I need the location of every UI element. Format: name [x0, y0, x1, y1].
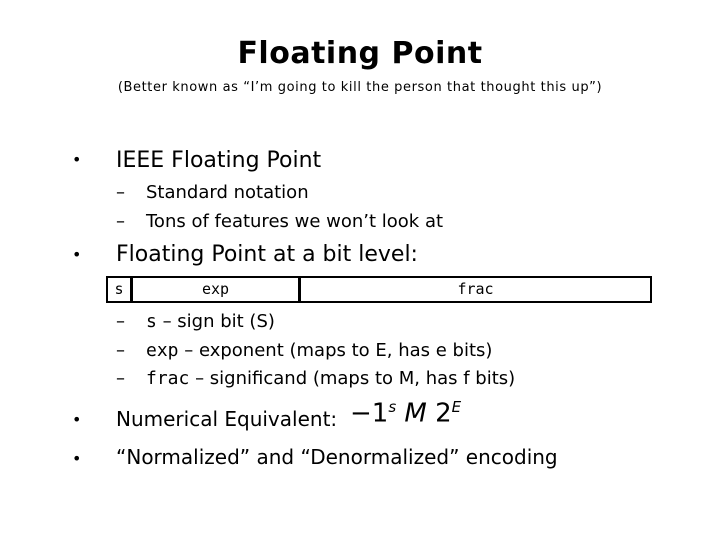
- bit-layout-diagram: [106, 276, 652, 303]
- term-s: s: [146, 311, 157, 332]
- slide-title: Floating Point: [237, 36, 483, 71]
- desc-exponent: – exponent (maps to E, has e bits): [178, 340, 493, 361]
- desc-sign-bit: – sign bit (S): [156, 311, 275, 332]
- field-exp: exp: [201, 280, 230, 298]
- bullet-marker: •: [72, 150, 82, 169]
- bullet-ieee-floating-point: IEEE Floating Point: [116, 148, 322, 173]
- formula-base1: −1: [350, 398, 389, 429]
- sub-sign-bit: [146, 311, 275, 332]
- desc-significand: – significand (maps to M, has f bits): [189, 368, 516, 389]
- bullet-marker: •: [72, 245, 82, 264]
- formula-exp2: E: [451, 398, 462, 416]
- bullet-normalized-denormalized: “Normalized” and “Denormalized” encoding: [116, 445, 558, 469]
- field-s: s: [114, 280, 124, 298]
- dash-marker: –: [116, 340, 125, 361]
- bullet-bit-level: Floating Point at a bit level:: [116, 242, 418, 267]
- bullet-marker: •: [72, 410, 82, 429]
- field-frac: frac: [457, 280, 494, 298]
- bullet-marker: •: [72, 449, 82, 468]
- term-frac: frac: [146, 368, 190, 389]
- dash-marker: –: [116, 368, 125, 389]
- bullet-numerical-equivalent: Numerical Equivalent:: [116, 407, 338, 431]
- dash-marker: –: [116, 211, 125, 232]
- term-exp: exp: [146, 340, 179, 361]
- sub-significand: [146, 368, 515, 389]
- formula-m: M: [404, 398, 427, 429]
- sub-tons-of-features: Tons of features we won’t look at: [146, 211, 444, 232]
- formula-exp1: s: [388, 398, 397, 416]
- slide-subtitle: (Better known as “I’m going to kill the person that thought this up”): [117, 80, 603, 95]
- formula-base2: 2: [435, 398, 452, 429]
- sub-standard-notation: Standard notation: [146, 182, 309, 203]
- formula: [350, 398, 461, 429]
- sub-exponent: [146, 340, 492, 361]
- dash-marker: –: [116, 311, 125, 332]
- dash-marker: –: [116, 182, 125, 203]
